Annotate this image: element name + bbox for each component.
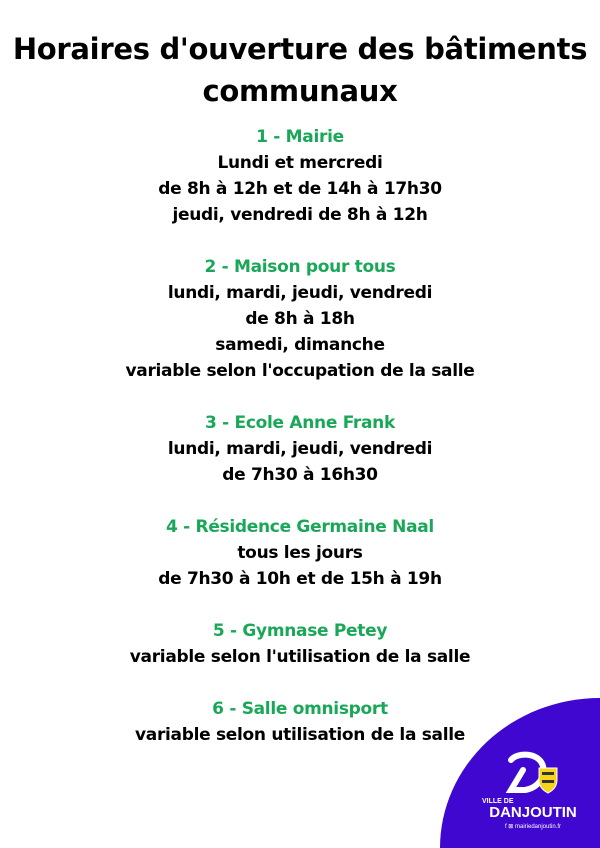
schedule-line: de 7h30 à 16h30 — [222, 465, 378, 485]
building-heading: 6 - Salle omnisport — [212, 699, 388, 719]
logo-ville-de: VILLE DE — [482, 798, 514, 805]
schedule-line: jeudi, vendredi de 8h à 12h — [172, 205, 428, 225]
schedule-line: lundi, mardi, jeudi, vendredi — [167, 283, 433, 303]
building-heading: 1 - Mairie — [256, 127, 344, 147]
building-section — [0, 124, 600, 228]
schedule-line: variable selon utilisation de la salle — [134, 725, 466, 745]
schedule-line: tous les jours — [237, 543, 363, 563]
building-section — [0, 254, 600, 384]
building-heading: 4 - Résidence Germaine Naal — [166, 517, 434, 537]
logo-website: f ⊠ mairiedanjoutin.fr — [504, 824, 562, 830]
building-heading: 2 - Maison pour tous — [204, 257, 396, 277]
logo-town-name: DANJOUTIN — [489, 804, 577, 821]
schedule-line: de 7h30 à 10h et de 15h à 19h — [158, 569, 442, 589]
danjoutin-d-emblem-icon — [503, 750, 563, 796]
building-section — [0, 618, 600, 670]
schedule-line: variable selon l'utilisation de la salle — [129, 647, 471, 667]
schedule-line: variable selon l'occupation de la salle — [125, 361, 475, 381]
schedule-line: samedi, dimanche — [215, 335, 385, 355]
page-title: Horaires d'ouverture des bâtiments communaux — [12, 32, 588, 108]
town-logo — [478, 750, 588, 830]
building-heading: 3 - Ecole Anne Frank — [205, 413, 395, 433]
schedule-line: de 8h à 12h et de 14h à 17h30 — [158, 179, 442, 199]
schedule-line: de 8h à 18h — [245, 309, 355, 329]
schedule-line: lundi, mardi, jeudi, vendredi — [167, 439, 433, 459]
schedule-line: Lundi et mercredi — [217, 153, 383, 173]
schedule-list — [0, 124, 600, 774]
building-section — [0, 514, 600, 592]
building-heading: 5 - Gymnase Petey — [212, 621, 388, 641]
building-section — [0, 410, 600, 488]
